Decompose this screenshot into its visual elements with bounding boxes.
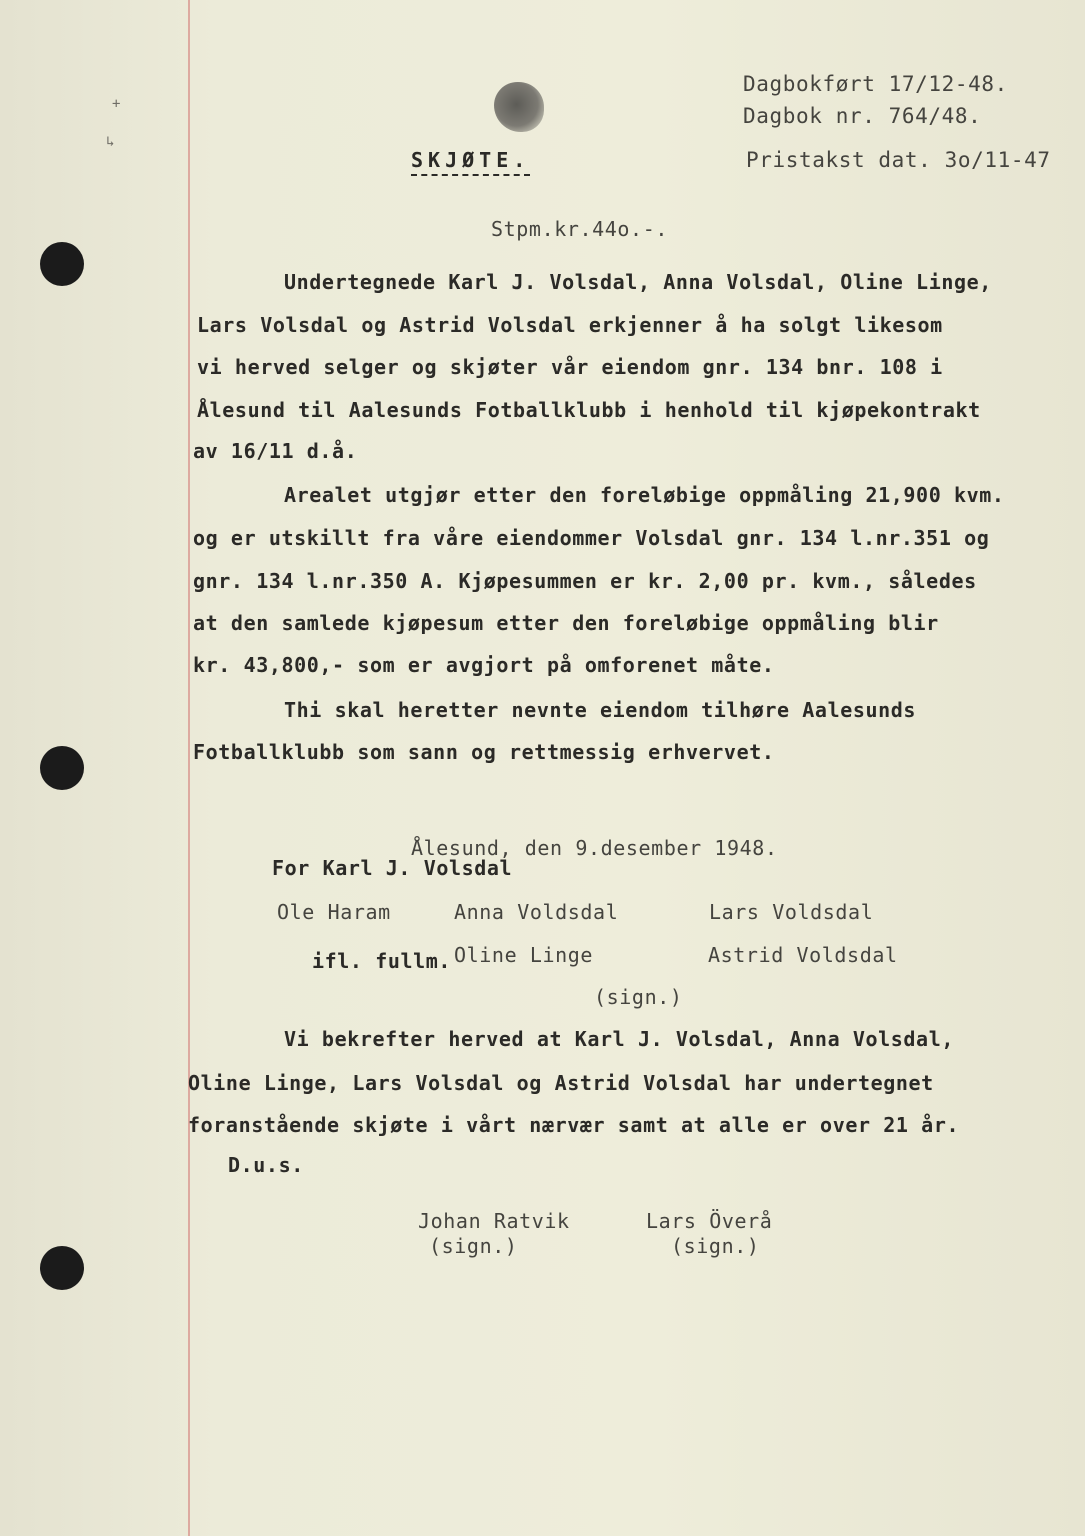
stamp-fee: Stpm.kr.44o.-. <box>491 217 668 241</box>
paragraph-line: Arealet utgjør etter den foreløbige oppmåling 21,900 kvm. <box>284 483 1005 507</box>
pristakst-line: Pristakst dat. 3o/11-47 <box>746 148 1051 172</box>
paragraph-line: Undertegnede Karl J. Volsdal, Anna Volsdal, Oline Linge, <box>284 270 992 294</box>
signature-ole-haram: Ole Haram <box>277 900 391 924</box>
dagbokfort-line: Dagbokført 17/12-48. <box>743 72 1008 96</box>
signature-anna: Anna Voldsdal <box>454 900 619 924</box>
paragraph-line: Fotballklubb som sann og rettmessig erhvervet. <box>193 740 775 764</box>
paragraph-line: av 16/11 d.å. <box>193 439 358 463</box>
paragraph-line: og er utskillt fra våre eiendommer Volsdal gnr. 134 l.nr.351 og <box>193 526 990 550</box>
paragraph-line: Ålesund til Aalesunds Fotballklubb i henhold til kjøpekontrakt <box>197 398 981 422</box>
witness-line: foranstående skjøte i vårt nærvær samt at alle er over 21 år. <box>188 1113 960 1137</box>
margin-mark: + <box>112 96 121 112</box>
paragraph-line: Thi skal heretter nevnte eiendom tilhøre Aalesunds <box>284 698 917 722</box>
margin-mark: ↳ <box>106 134 115 150</box>
signature-astrid: Astrid Voldsdal <box>708 943 898 967</box>
witness-name: Johan Ratvik <box>418 1209 570 1233</box>
witness-sign: (sign.) <box>671 1234 760 1258</box>
dus: D.u.s. <box>228 1153 304 1177</box>
paragraph-line: kr. 43,800,- som er avgjort på omforenet måte. <box>193 653 775 677</box>
signature-lars: Lars Voldsdal <box>709 900 874 924</box>
witness-line: Oline Linge, Lars Volsdal og Astrid Volsdal har undertegnet <box>188 1071 934 1095</box>
paragraph-line: Lars Volsdal og Astrid Volsdal erkjenner å ha solgt likesom <box>197 313 943 337</box>
paragraph-line: at den samlede kjøpesum etter den foreløbige oppmåling blir <box>193 611 939 635</box>
witness-line: Vi bekrefter herved at Karl J. Volsdal, Anna Volsdal, <box>284 1027 954 1051</box>
punch-hole-bottom <box>40 1246 84 1290</box>
ink-smudge <box>494 82 544 132</box>
punch-hole-middle <box>40 746 84 790</box>
paragraph-line: gnr. 134 l.nr.350 A. Kjøpesummen er kr. 2,00 pr. kvm., således <box>193 569 977 593</box>
for-line: For Karl J. Volsdal <box>272 856 513 880</box>
dagbok-nr-line: Dagbok nr. 764/48. <box>743 104 982 128</box>
sign-note: (sign.) <box>594 985 683 1009</box>
ifl-fullm: ifl. fullm. <box>312 949 452 973</box>
signature-oline: Oline Linge <box>454 943 594 967</box>
document-title: SKJØTE. <box>411 148 531 172</box>
witness-name: Lars Överå <box>646 1209 773 1233</box>
paragraph-line: vi herved selger og skjøter vår eiendom gnr. 134 bnr. 108 i <box>197 355 943 379</box>
witness-sign: (sign.) <box>429 1234 518 1258</box>
date-line: Ålesund, den 9.desember 1948. <box>411 836 778 860</box>
punch-hole-top <box>40 242 84 286</box>
margin-line <box>188 0 190 1536</box>
